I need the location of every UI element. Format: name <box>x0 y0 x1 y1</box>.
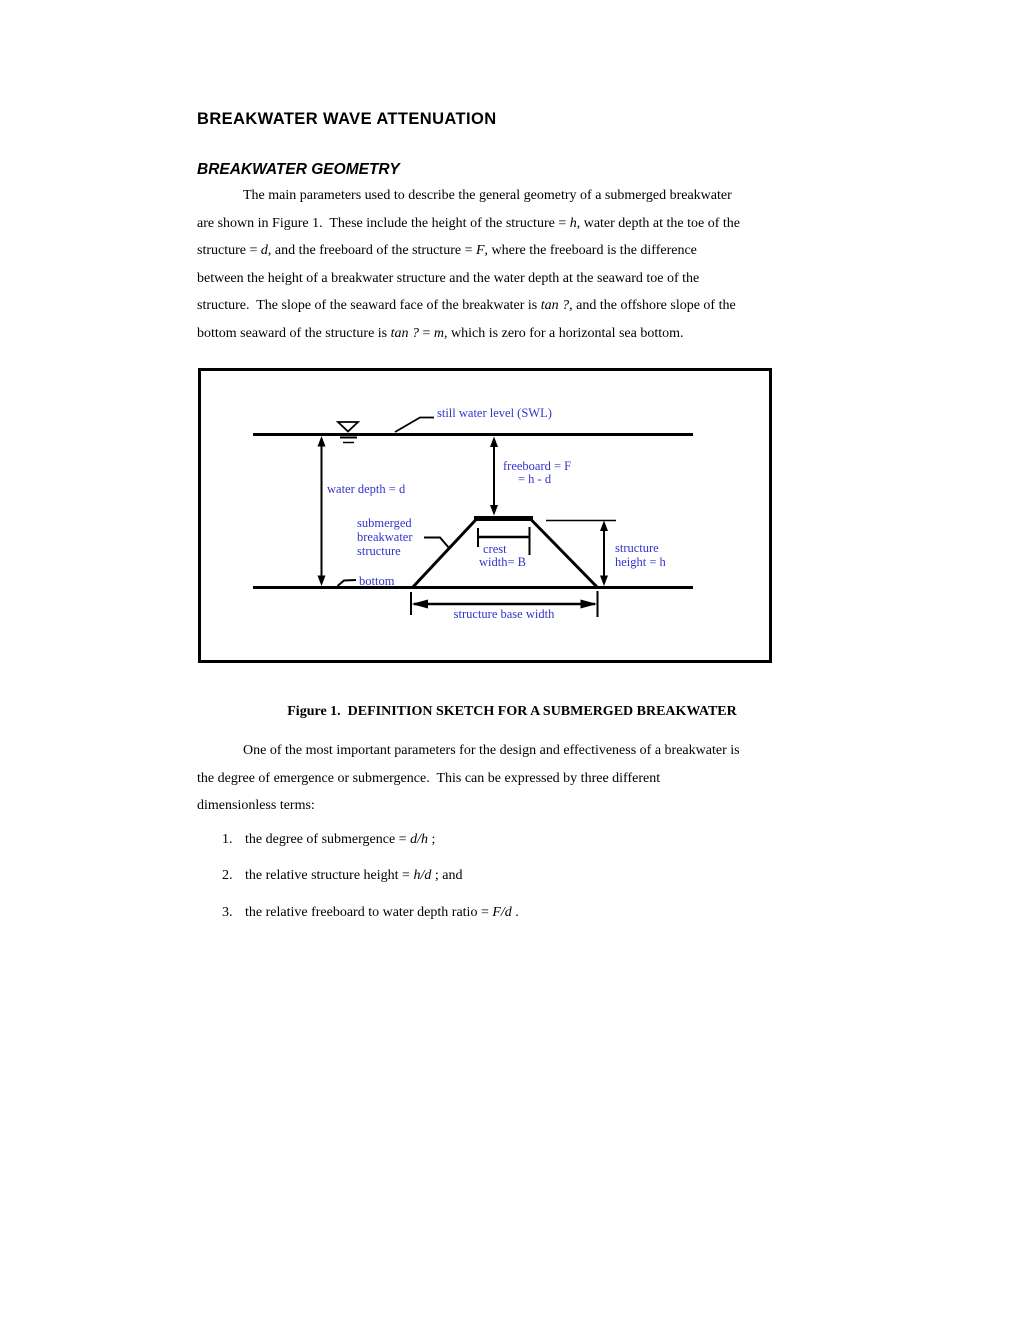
list-item-2 <box>222 866 462 886</box>
structure-height-arrow-up <box>600 521 608 532</box>
submerged-label-line2: breakwater <box>357 530 413 544</box>
swl-leader-line <box>395 418 434 433</box>
structure-height-label-line2: height = h <box>615 555 666 569</box>
breakwater-left-slope <box>412 519 477 589</box>
breakwater-right-slope <box>530 519 598 589</box>
freeboard-label-line2: = h - d <box>518 472 552 486</box>
freeboard-arrow-down <box>490 505 498 516</box>
crest-width-label-line1: crest <box>483 542 507 556</box>
freeboard-arrow-up <box>490 437 498 448</box>
paragraph-breakwater-parameters: The main parameters used to describe the general geometry of a submerged breakwater are shown in Figure 1. These include the height of the structure = h, water depth at the toe of the structure = d, and the freeboard of the structure = F, where the freeboard is the difference between the height of a breakwater structure and the water depth at the seaward toe of the structure. The slope of the seaward face of the breakwater is tan ?, and the offshore slope of the bottom seaward of the structure is tan ? = m, which is zero for a horizontal sea bottom. <box>197 188 740 341</box>
structure-height-label-line1: structure <box>615 541 659 555</box>
list-item-3 <box>222 903 519 923</box>
section-heading: BREAKWATER GEOMETRY <box>197 161 400 178</box>
base-width-arrow-right <box>581 600 598 609</box>
page-title: BREAKWATER WAVE ATTENUATION <box>197 110 497 128</box>
water-depth-arrow-down <box>318 576 326 587</box>
list-item-3-text: the relative freeboard to water depth ratio = F/d . <box>245 905 519 920</box>
water-depth-label: water depth = d <box>327 482 406 496</box>
submerged-leader-line <box>424 538 450 549</box>
figure-1-box <box>198 368 772 663</box>
list-item-3-number: 3. <box>222 905 233 920</box>
water-surface-nabla-icon <box>338 422 358 432</box>
bottom-leader-line <box>338 580 357 586</box>
swl-label: still water level (SWL) <box>437 406 552 420</box>
freeboard-label-line1: freeboard = F <box>503 459 572 473</box>
bottom-label: bottom <box>359 574 395 588</box>
list-item-2-number: 2. <box>222 868 233 883</box>
list-item-1 <box>222 830 435 850</box>
figure-caption: Figure 1. DEFINITION SKETCH FOR A SUBMERGED BREAKWATER <box>287 704 737 719</box>
submerged-label-line1: submerged <box>357 516 412 530</box>
base-width-label: structure base width <box>453 607 555 621</box>
list-item-2-text: the relative structure height = h/d ; and <box>245 868 463 883</box>
paragraph-emergence-submergence: One of the most important parameters for the design and effectiveness of a breakwater is the degree of emergence or submergence. This can be expressed by three different dimensionless terms: <box>197 743 740 813</box>
list-item-1-text: the degree of submergence = d/h ; <box>245 832 436 847</box>
base-width-arrow-left <box>412 600 429 609</box>
structure-height-arrow-down <box>600 576 608 587</box>
list-item-1-number: 1. <box>222 832 233 847</box>
submerged-label-line3: structure <box>357 544 401 558</box>
breakwater-definition-sketch <box>201 371 769 660</box>
water-depth-arrow-up <box>318 436 326 447</box>
crest-width-label-line2: width= B <box>479 555 526 569</box>
